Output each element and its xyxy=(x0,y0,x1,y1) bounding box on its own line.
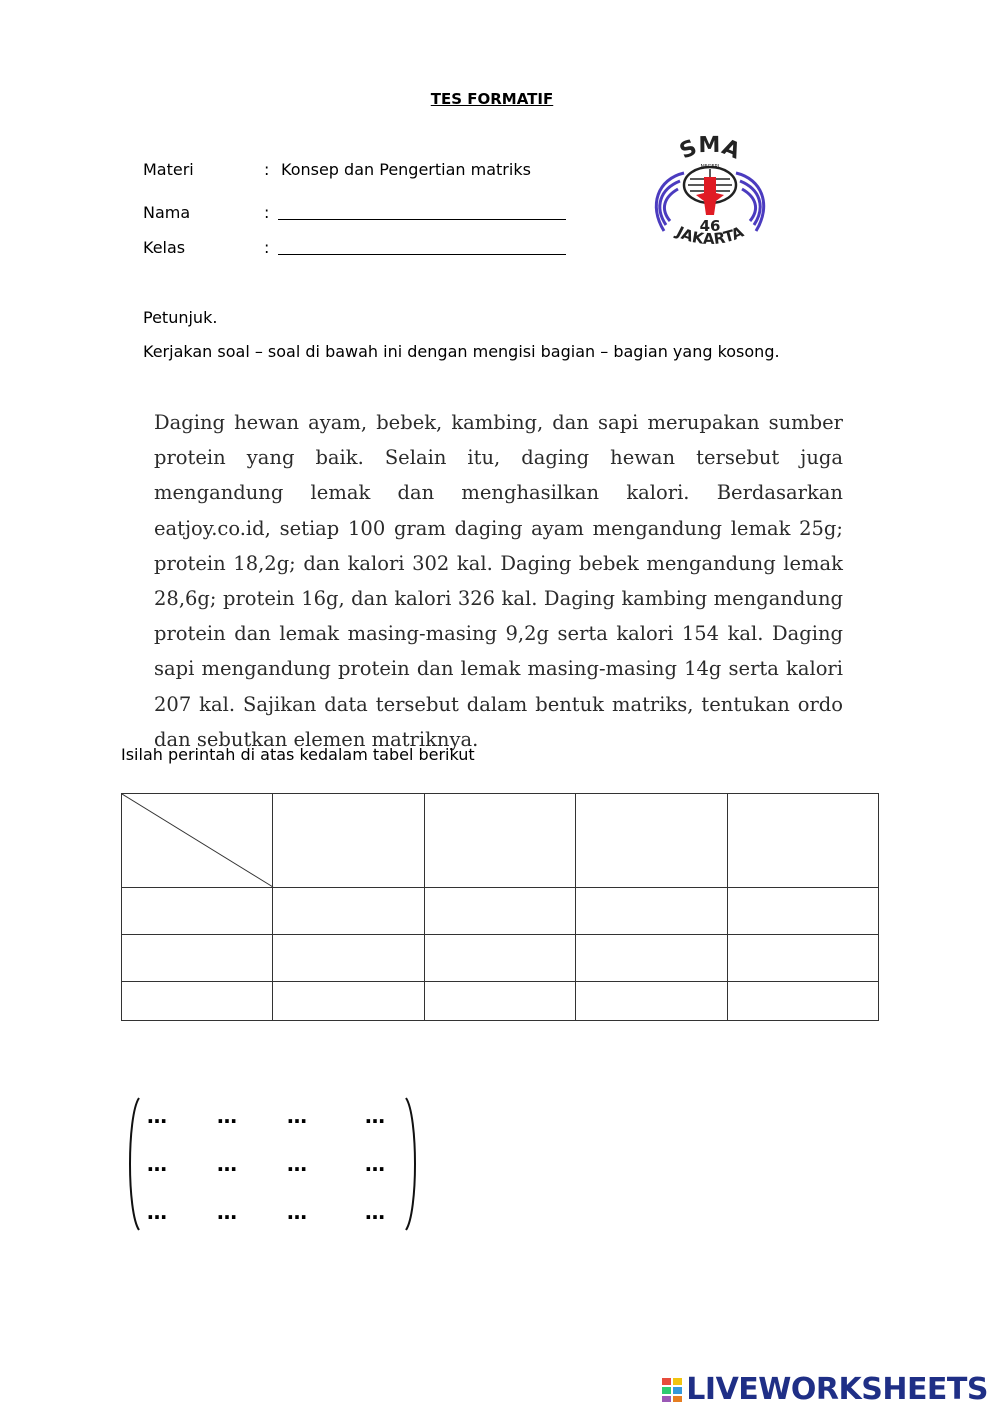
page-title: TES FORMATIF xyxy=(430,90,554,108)
liveworksheets-logo-icon xyxy=(661,1377,683,1403)
matrix-cell[interactable]: … xyxy=(217,1104,238,1128)
instructions-heading: Petunjuk. xyxy=(143,308,218,327)
table-cell[interactable] xyxy=(727,888,878,935)
table-cell[interactable] xyxy=(424,982,575,1021)
kelas-field[interactable] xyxy=(278,254,566,255)
table-cell[interactable] xyxy=(727,982,878,1021)
table-row xyxy=(122,935,879,982)
matrix-cell[interactable]: … xyxy=(147,1200,168,1224)
materi-colon: : xyxy=(264,160,270,179)
table-cell[interactable] xyxy=(122,935,273,982)
table-cell[interactable] xyxy=(273,982,424,1021)
answer-table xyxy=(121,793,879,1021)
nama-colon: : xyxy=(264,203,270,222)
table-cell[interactable] xyxy=(273,888,424,935)
matrix xyxy=(125,1096,420,1232)
svg-text:JAKARTA: JAKARTA xyxy=(673,222,747,249)
table-cell[interactable] xyxy=(576,888,727,935)
nama-label: Nama xyxy=(143,203,191,222)
school-logo xyxy=(640,135,780,260)
nama-field[interactable] xyxy=(278,219,566,220)
table-cell[interactable] xyxy=(122,982,273,1021)
instructions-text: Kerjakan soal – soal di bawah ini dengan mengisi bagian – bagian yang kosong. xyxy=(143,342,780,361)
table-cell[interactable] xyxy=(576,982,727,1021)
materi-value: Konsep dan Pengertian matriks xyxy=(281,160,531,179)
matrix-cell[interactable]: … xyxy=(287,1104,308,1128)
table-row xyxy=(122,982,879,1021)
matrix-cell[interactable]: … xyxy=(147,1104,168,1128)
table-cell[interactable] xyxy=(273,794,424,888)
table-cell[interactable] xyxy=(576,935,727,982)
matrix-cell[interactable]: … xyxy=(217,1152,238,1176)
table-cell[interactable] xyxy=(727,794,878,888)
table-cell[interactable] xyxy=(424,888,575,935)
materi-label: Materi xyxy=(143,160,194,179)
matrix-cell[interactable]: … xyxy=(147,1152,168,1176)
matrix-cell[interactable]: … xyxy=(365,1200,386,1224)
matrix-cell[interactable]: … xyxy=(217,1200,238,1224)
svg-text:SMA: SMA xyxy=(676,135,744,165)
table-cell[interactable] xyxy=(727,935,878,982)
matrix-cell[interactable]: … xyxy=(365,1104,386,1128)
table-cell[interactable] xyxy=(576,794,727,888)
matrix-cell[interactable]: … xyxy=(287,1152,308,1176)
table-cell[interactable] xyxy=(122,888,273,935)
table-row xyxy=(122,888,879,935)
table-cell[interactable] xyxy=(424,794,575,888)
table-cell[interactable] xyxy=(424,935,575,982)
kelas-colon: : xyxy=(264,238,270,257)
table-corner-cell[interactable] xyxy=(122,794,273,888)
table-cell[interactable] xyxy=(273,935,424,982)
diagonal-line-icon xyxy=(122,794,274,888)
liveworksheets-brand xyxy=(661,1372,988,1407)
table-instruction: Isilah perintah di atas kedalam tabel berikut xyxy=(121,745,475,764)
kelas-label: Kelas xyxy=(143,238,186,257)
brand-text: LIVEWORKSHEETS xyxy=(686,1372,988,1407)
matrix-cell[interactable]: … xyxy=(287,1200,308,1224)
table-header-row xyxy=(122,794,879,888)
svg-text:NEGERI: NEGERI xyxy=(700,164,720,170)
svg-text:46: 46 xyxy=(699,217,721,235)
matrix-cell[interactable]: … xyxy=(365,1152,386,1176)
problem-text: Daging hewan ayam, bebek, kambing, dan sapi merupakan sumber protein yang baik. Selain itu, daging hewan tersebut juga mengandung lemak dan menghasilkan kalori. Berdasarkan eatjoy.co.id, setiap 100 gram daging ayam mengandung lemak 25g; protein 18,2g; dan kalori 302 kal. Daging bebek mengandung lemak 28,6g; protein 16g, dan kalori 326 kal. Daging kambing mengandung protein dan lemak masing-masing 9,2g serta kalori 154 kal. Daging sapi mengandung protein dan lemak masing-masing 14g serta kalori 207 kal. Sajikan data tersebut dalam bentuk matriks, tentukan ordo dan sebutkan elemen matriknya. xyxy=(154,411,843,751)
